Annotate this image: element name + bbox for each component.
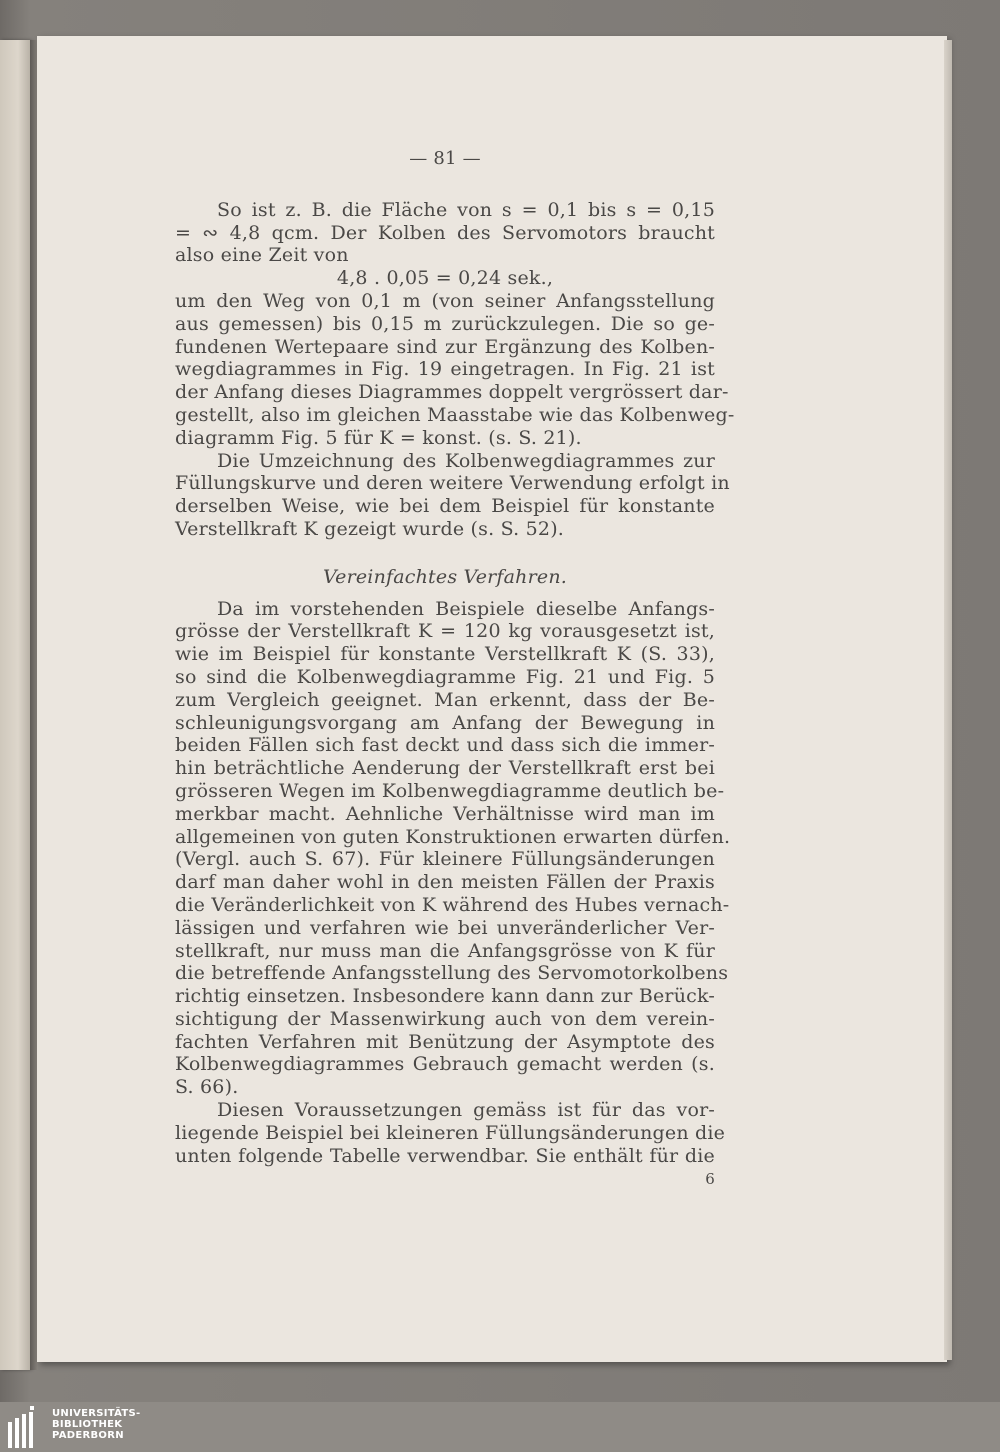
text-lines [175, 198, 735, 1168]
left-page-edge [0, 40, 30, 1370]
library-footer [0, 1402, 1000, 1452]
logo-dot [30, 1406, 34, 1410]
text-line: die Veränderlichkeit von K während des Hubes vernach- [175, 893, 730, 916]
text-line: 4,8 . 0,05 = 0,24 sek., [336, 267, 554, 290]
text-line: diagramm Fig. 5 für K = konst. (s. S. 21). [175, 426, 582, 449]
text-line: der Anfang dieses Diagrammes doppelt vergrössert dar- [175, 381, 729, 404]
text-line: Diesen Voraussetzungen gemäss ist für das vor- [217, 1099, 715, 1122]
text-line: unten folgende Tabelle verwendbar. Sie enthält für die [175, 1144, 715, 1167]
text-line: aus gemessen) bis 0,15 m zurückzulegen. Die so ge- [175, 312, 715, 335]
text-line: derselben Weise, wie bei dem Beispiel für konstante [175, 495, 715, 518]
text-line: merkbar macht. Aehnliche Verhältnisse wird man im [175, 802, 715, 825]
logo-line-2: BIBLIOTHEK [52, 1419, 123, 1430]
text-line: um den Weg von 0,1 m (von seiner Anfangsstellung [175, 289, 715, 312]
text-line: Die Umzeichnung des Kolbenwegdiagrammes zur [217, 449, 715, 472]
text-line: Verstellkraft K gezeigt wurde (s. S. 52). [175, 517, 565, 540]
text-line: die betreffende Anfangsstellung des Servomotorkolbens [175, 962, 729, 985]
text-line: so sind die Kolbenwegdiagramme Fig. 21 und Fig. 5 [175, 665, 715, 688]
text-line: grösse der Verstellkraft K = 120 kg vorausgesetzt ist, [175, 620, 715, 643]
text-line: allgemeinen von guten Konstruktionen erwarten dürfen. [175, 825, 731, 848]
text-line: S. 66). [175, 1076, 239, 1099]
text-line: Füllungskurve und deren weitere Verwendung erfolgt in [175, 472, 730, 495]
text-line: lässigen und verfahren wie bei unveränderlicher Ver- [175, 916, 715, 939]
text-line: darf man daher wohl in den meisten Fällen der Praxis [175, 871, 715, 894]
right-page-edge [944, 40, 952, 1360]
text-line: (Vergl. auch S. 67). Für kleinere Füllungsänderungen [175, 848, 715, 871]
printer-signature: 6 [705, 1170, 715, 1189]
text-line: fundenen Wertepaare sind zur Ergänzung des Kolben- [175, 335, 715, 358]
library-logo-text [52, 1408, 141, 1441]
library-logo-icon [8, 1412, 46, 1448]
text-line: Vereinfachtes Verfahren. [322, 565, 568, 588]
page-number-header: — 81 — [409, 148, 481, 169]
text-line: grösseren Wegen im Kolbenwegdiagramme deutlich be- [175, 779, 725, 802]
text-line: So ist z. B. die Fläche von s = 0,1 bis s = 0,15 [217, 198, 715, 221]
text-line: beiden Fällen sich fast deckt und dass sich die immer- [175, 734, 715, 757]
text-line: zum Vergleich geeignet. Man erkennt, dass der Be- [175, 688, 715, 711]
text-line: wie im Beispiel für konstante Verstellkraft K (S. 33), [175, 643, 715, 666]
text-line: = ∾ 4,8 qcm. Der Kolben des Servomotors braucht [175, 221, 715, 244]
text-line: also eine Zeit von [175, 244, 349, 267]
text-line: stellkraft, nur muss man die Anfangsgrösse von K für [175, 939, 715, 962]
text-line: sichtigung der Massenwirkung auch von dem verein- [175, 1007, 715, 1030]
text-line: richtig einsetzen. Insbesondere kann dann zur Berück- [175, 985, 715, 1008]
text-line: Da im vorstehenden Beispiele dieselbe Anfangs- [217, 597, 715, 620]
logo-line-1: UNIVERSITÄTS- [52, 1408, 141, 1419]
page-text [175, 148, 735, 1189]
text-line: gestellt, also im gleichen Maasstabe wie das Kolbenweg- [175, 403, 735, 426]
text-line: wegdiagrammes in Fig. 19 eingetragen. In Fig. 21 ist [175, 358, 715, 381]
text-line: liegende Beispiel bei kleineren Füllungsänderungen die [175, 1121, 726, 1144]
text-line: Kolbenwegdiagrammes Gebrauch gemacht werden (s. [175, 1053, 715, 1076]
text-line: fachten Verfahren mit Benützung der Asymptote des [175, 1030, 715, 1053]
text-line: hin beträchtliche Aenderung der Verstellkraft erst bei [175, 757, 715, 780]
logo-line-3: PADERBORN [52, 1430, 124, 1441]
text-line: schleunigungsvorgang am Anfang der Bewegung in [175, 711, 715, 734]
